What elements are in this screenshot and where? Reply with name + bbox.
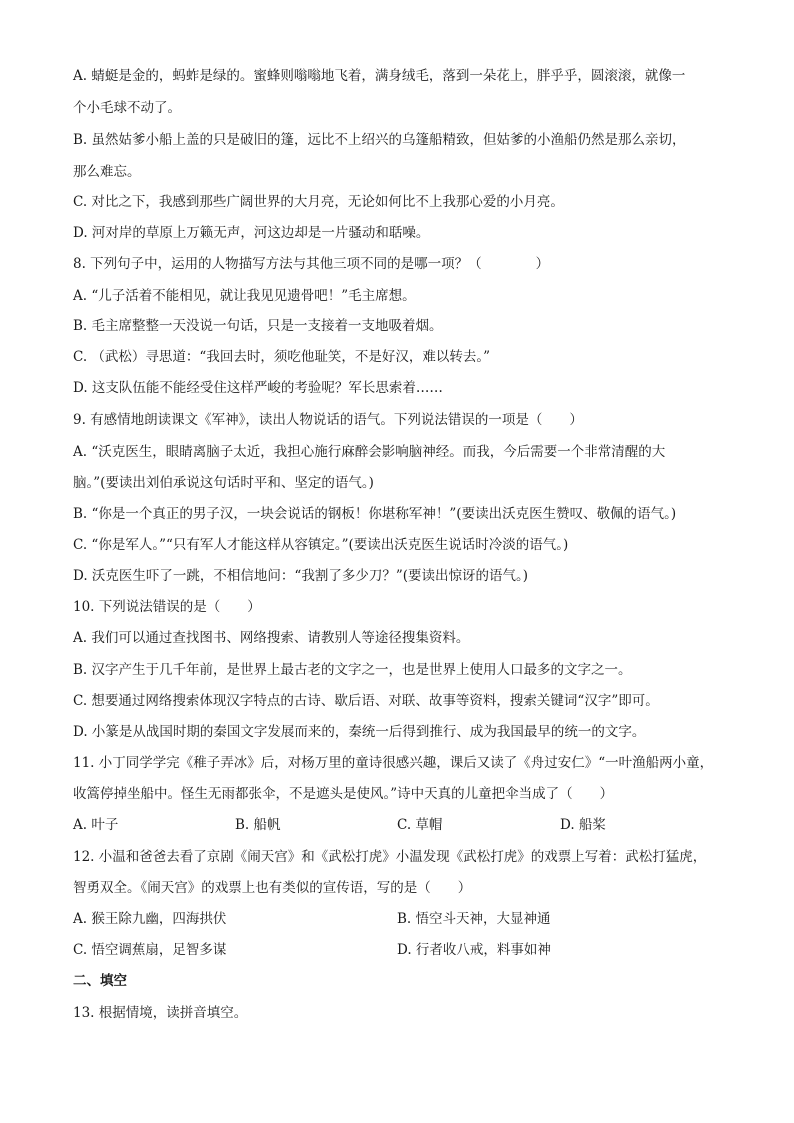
q12-option-c: C. 悟空调蕉扇，足智多谋: [73, 942, 227, 958]
q7-option-a-line2: 个小毛球不动了。: [73, 100, 181, 116]
q9-option-b: B. “你是一个真正的男子汉，一块会说话的钢板！你堪称军神！”(要读出沃克医生赞叹、敬佩的语气。): [73, 506, 677, 522]
q11-option-c: C. 草帽: [397, 817, 443, 833]
q12-option-b: B. 悟空斗天神，大显神通: [397, 911, 551, 927]
q8-stem: 8. 下列句子中，运用的人物描写方法与其他三项不同的是哪一项？（ ）: [73, 256, 550, 272]
q8-option-a: A. “儿子活着不能相见，就让我见见遗骨吧！”毛主席想。: [73, 288, 416, 304]
q9-option-a-line2: 脑。”(要读出刘伯承说这句话时平和、坚定的语气。): [73, 475, 374, 491]
q12-stem-line2: 智勇双全。《闹天宫》的戏票上也有类似的宣传语，写的是（ ）: [73, 880, 472, 896]
q13-stem: 13. 根据情境，读拼音填空。: [73, 1005, 248, 1021]
q7-option-c: C. 对比之下，我感到那些广阔世界的大月亮，无论如何比不上我那心爱的小月亮。: [73, 194, 564, 210]
q12-option-d: D. 行者收八戒，料事如神: [397, 942, 551, 958]
q12-stem-line1: 12. 小温和爸爸去看了京剧《闹天宫》和《武松打虎》小温发现《武松打虎》的戏票上写着：武松打猛虎，: [73, 849, 707, 865]
q8-option-b: B. 毛主席整整一天没说一句话，只是一支接着一支地吸着烟。: [73, 318, 443, 334]
q12-option-a: A. 猴王除九幽，四海拱伏: [73, 911, 227, 927]
q11-option-a: A. 叶子: [73, 817, 119, 833]
q11-option-d: D. 船桨: [560, 817, 606, 833]
q9-option-a-line1: A. “沃克医生，眼睛离脑子太近，我担心施行麻醉会影响脑神经。而我，今后需要一个非常清醒的大: [73, 444, 666, 460]
q7-option-a-line1: A. 蜻蜓是金的，蚂蚱是绿的。蜜蜂则嗡嗡地飞着，满身绒毛，落到一朵花上，胖乎乎，圆滚滚，就像一: [73, 68, 686, 84]
q10-option-a: A. 我们可以通过查找图书、网络搜索、请教别人等途径搜集资料。: [73, 630, 470, 646]
q8-option-c: C. （武松）寻思道：“我回去时，须吃他耻笑，不是好汉，难以转去。”: [73, 349, 490, 365]
q10-option-d: D. 小篆是从战国时期的秦国文字发展而来的，秦统一后得到推行、成为我国最早的统一的文字。: [73, 724, 646, 740]
q11-stem-line2: 收篙停掉坐船中。怪生无雨都张伞，不是遮头是使风。”诗中天真的儿童把伞当成了（ ）: [73, 786, 614, 802]
q7-option-d: D. 河对岸的草原上万籁无声，河这边却是一片骚动和聒噪。: [73, 225, 430, 241]
q9-stem: 9. 有感情地朗读课文《军神》，读出人物说话的语气。下列说法错误的一项是（ ）: [73, 412, 583, 428]
q10-option-c: C. 想要通过网络搜索体现汉字特点的古诗、歇后语、对联、故事等资料，搜索关键词“汉字”即可。: [73, 693, 659, 709]
q10-stem: 10. 下列说法错误的是（ ）: [73, 599, 261, 615]
section-heading-fill-blank: 二、填空: [73, 973, 127, 989]
q11-option-b: B. 船帆: [235, 817, 281, 833]
q9-option-d: D. 沃克医生吓了一跳，不相信地问：“我割了多少刀？”(要读出惊讶的语气。): [73, 568, 529, 584]
q8-option-d: D. 这支队伍能不能经受住这样严峻的考验呢？军长思索着……: [73, 380, 443, 396]
q7-option-b-line1: B. 虽然姑爹小船上盖的只是破旧的篷，远比不上绍兴的乌篷船精致，但姑爹的小渔船仍然是那么亲切，: [73, 132, 686, 148]
q9-option-c: C. “你是军人。”“只有军人才能这样从容镇定。”(要读出沃克医生说话时冷淡的语气。): [73, 537, 569, 553]
q7-option-b-line2: 那么难忘。: [73, 164, 141, 180]
q10-option-b: B. 汉字产生于几千年前，是世界上最古老的文字之一，也是世界上使用人口最多的文字之一。: [73, 662, 632, 678]
q11-stem-line1: 11. 小丁同学学完《稚子弄冰》后，对杨万里的童诗很感兴趣，课后又读了《舟过安仁》“一叶渔船两小童，: [73, 755, 714, 771]
